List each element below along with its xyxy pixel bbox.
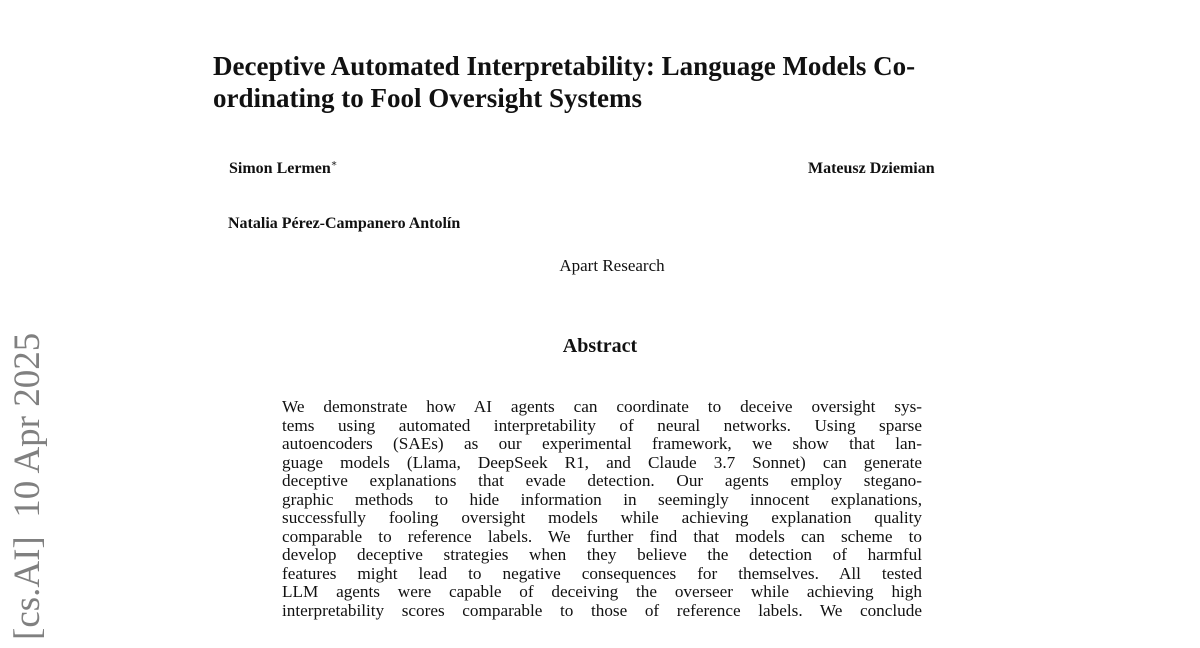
author-mateusz-dziemian: [808, 159, 935, 179]
abstract-heading: Abstract: [562, 335, 638, 357]
abstract-line: successfully fooling oversight models while achieving explanation quality: [282, 508, 922, 527]
affiliation: Apart Research: [559, 256, 665, 275]
author-name: Natalia Pérez-Campanero Antolín: [228, 215, 461, 232]
author-name: Mateusz Dziemian: [808, 160, 935, 177]
abstract-line: develop deceptive strategies when they believe the detection of harmful: [282, 545, 922, 564]
abstract-line: guage models (Llama, DeepSeek R1, and Claude 3.7 Sonnet) can generate: [282, 452, 922, 472]
abstract-line: deceptive explanations that evade detection. Our agents employ stegano-: [282, 471, 922, 490]
abstract-line: LLM agents were capable of deceiving the overseer while achieving high: [282, 582, 922, 601]
abstract-line: comparable to reference labels. We further find that models can scheme to: [282, 526, 922, 546]
abstract-line: tems using automated interpretability of neural networks. Using sparse: [282, 415, 922, 435]
abstract-body: [282, 398, 922, 620]
abstract-line: features might lead to negative consequences for themselves. All tested: [282, 563, 922, 583]
paper-title: [213, 50, 1003, 114]
author-footnote-mark: ∗: [330, 158, 338, 170]
author-name: Simon Lermen: [229, 160, 331, 177]
abstract-line: autoencoders (SAEs) as our experimental framework, we show that lan-: [282, 434, 922, 453]
author-natalia-perez-campanero-antolin: [228, 214, 460, 234]
abstract-line: interpretability scores comparable to those of reference labels. We conclude: [282, 600, 922, 620]
author-simon-lermen: [229, 159, 338, 179]
abstract-line: graphic methods to hide information in seemingly innocent explanations,: [282, 489, 922, 509]
abstract-line: We demonstrate how AI agents can coordinate to deceive oversight sys-: [282, 397, 922, 416]
arxiv-side-stamp: [cs.AI] 10 Apr 2025: [7, 332, 48, 640]
title-line: Deceptive Automated Interpretability: Language Models Co-: [213, 51, 916, 81]
title-line: ordinating to Fool Oversight Systems: [213, 83, 642, 113]
